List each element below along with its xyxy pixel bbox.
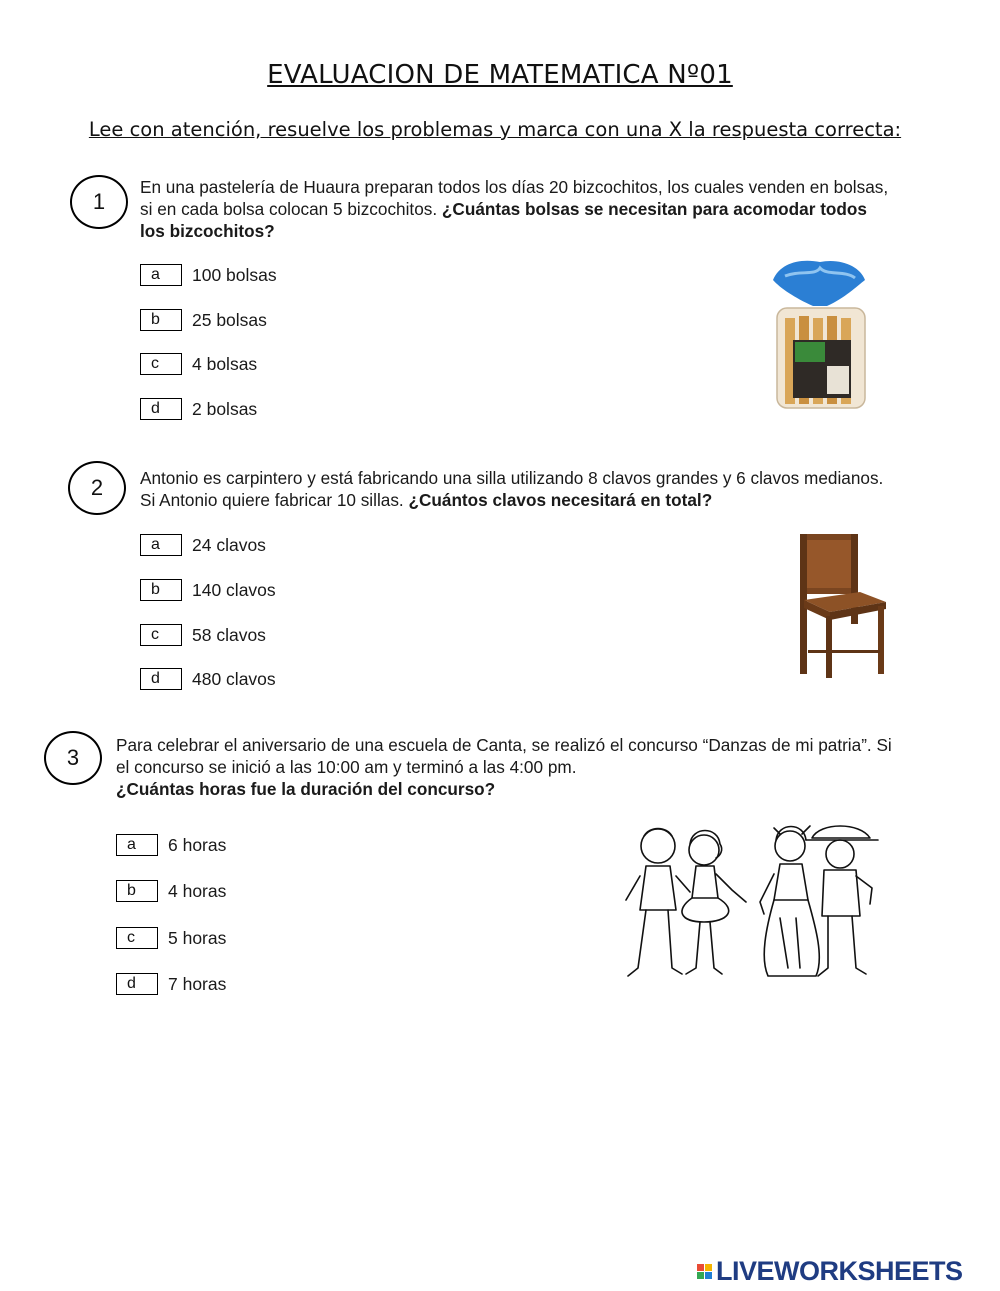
option-c[interactable] <box>140 623 266 647</box>
instructions: Lee con atención, resuelve los problemas y marca con una X la respuesta correcta: <box>88 118 902 141</box>
option-d[interactable] <box>116 972 226 996</box>
option-label: 2 bolsas <box>192 398 258 419</box>
biscuit-bag-image <box>765 258 875 413</box>
option-label: 4 bolsas <box>192 353 258 374</box>
answer-box[interactable]: b <box>140 309 182 331</box>
answer-box[interactable]: b <box>140 579 182 601</box>
option-label: 24 clavos <box>192 534 266 555</box>
option-label: 6 horas <box>168 834 227 855</box>
dancing-children-image <box>620 818 890 988</box>
answer-box[interactable]: a <box>140 534 182 556</box>
option-label: 140 clavos <box>192 579 276 600</box>
option-label: 5 horas <box>168 927 227 948</box>
answer-box[interactable]: d <box>140 668 182 690</box>
option-c[interactable] <box>116 926 226 950</box>
question-text <box>140 467 890 511</box>
option-label: 100 bolsas <box>192 264 277 285</box>
liveworksheets-logo <box>697 1256 963 1287</box>
option-d[interactable] <box>140 667 276 691</box>
question-prompt: ¿Cuántas bolsas se necesitan para acomodar todos los bizcochitos? <box>140 199 867 241</box>
logo-text: LIVEWORKSHEETS <box>716 1256 963 1286</box>
question-text <box>140 176 890 242</box>
answer-box[interactable]: c <box>116 927 158 949</box>
question-number-circle: 2 <box>68 461 126 515</box>
option-label: 7 horas <box>168 973 227 994</box>
page-title: EVALUACION DE MATEMATICA Nº01 <box>267 60 733 90</box>
option-label: 4 horas <box>168 880 227 901</box>
answer-box[interactable]: c <box>140 624 182 646</box>
option-label: 58 clavos <box>192 624 266 645</box>
question-statement: Antonio es carpintero y está fabricando una silla utilizando 8 clavos grandes y 6 clavos medianos. Si Antonio quiere fabricar 10 sillas. <box>140 468 884 510</box>
option-d[interactable] <box>140 397 257 421</box>
option-c[interactable] <box>140 352 257 376</box>
question-statement: Para celebrar el aniversario de una escuela de Canta, se realizó el concurso “Danzas de mi patria”. Si el concurso se inició a las 10:00 am y terminó a las 4:00 pm. <box>116 735 892 777</box>
option-a[interactable] <box>140 263 277 287</box>
answer-box[interactable]: d <box>140 398 182 420</box>
option-b[interactable] <box>140 578 276 602</box>
chair-image <box>790 530 890 680</box>
option-label: 25 bolsas <box>192 309 267 330</box>
logo-mark-icon <box>697 1264 712 1279</box>
option-b[interactable] <box>140 308 267 332</box>
answer-box[interactable]: a <box>116 834 158 856</box>
question-statement: En una pastelería de Huaura preparan todos los días 20 bizcochitos, los cuales venden en bolsas, si en cada bolsa colocan 5 bizcochitos. <box>140 177 889 219</box>
answer-box[interactable]: c <box>140 353 182 375</box>
answer-box[interactable]: b <box>116 880 158 902</box>
question-prompt: ¿Cuántas horas fue la duración del concurso? <box>116 779 496 799</box>
question-text <box>116 734 896 800</box>
question-number-circle: 3 <box>44 731 102 785</box>
option-b[interactable] <box>116 879 226 903</box>
option-a[interactable] <box>116 833 226 857</box>
answer-box[interactable]: d <box>116 973 158 995</box>
option-a[interactable] <box>140 533 266 557</box>
option-label: 480 clavos <box>192 668 276 689</box>
answer-box[interactable]: a <box>140 264 182 286</box>
question-prompt: ¿Cuántos clavos necesitará en total? <box>408 490 713 510</box>
question-number-circle: 1 <box>70 175 128 229</box>
